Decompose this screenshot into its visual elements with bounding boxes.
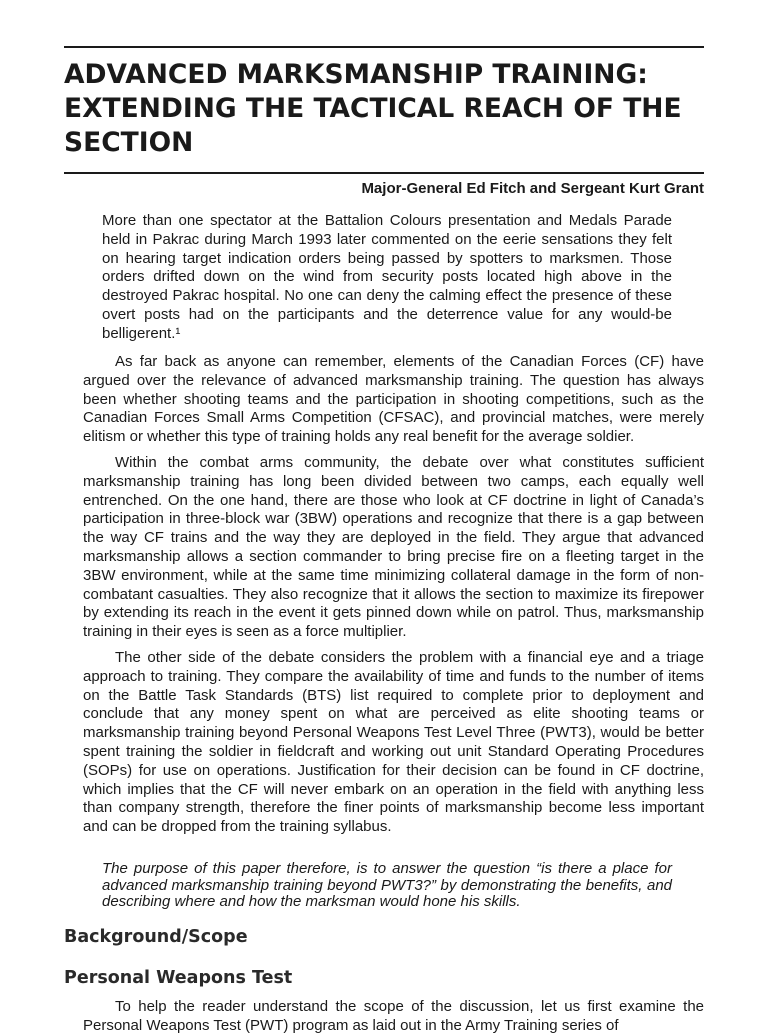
body-paragraph-pwt: To help the reader understand the scope of the discussion, let us first examine the Personal Weapons Test (PWT) program as laid out in the Army Training series of [83,998,704,1034]
body-paragraph: The other side of the debate considers the problem with a financial eye and a triage approach to training. They compare the availability of time and funds to the number of items on the Battle Task Standards (BTS) list required to complete prior to deployment and conclude that any money spent on what are perceived as elite shooting teams or marksmanship training beyond Personal Weapons Test Level Three (PWT3), would be better spent training the soldier in fieldcraft and working out unit Standard Operating Procedures (SOPs) for use on operations. Justification for their decision can be found in CF doctrine, which implies that the CF will never embark on an operation in the field with anything less than company strength, therefore the finer points of marksmanship become less important and can be dropped from the training syllabus. [83,648,704,836]
article-title: ADVANCED MARKSMANSHIP TRAINING: EXTENDING THE TACTICAL REACH OF THE SECTION [64,59,682,158]
section-heading-pwt: Personal Weapons Test [64,968,293,988]
top-rule [64,46,704,48]
body-paragraph: Within the combat arms community, the debate over what constitutes sufficient marksmanship training has long been divided between two camps, each equally well entrenched. On the one hand, there are those who look at CF doctrine in light of Canada’s participation in three-block war (3BW) operations and recognize that there is a gap between the way CF trains and the way they are deployed in the field. They argue that advanced marksmanship allows a section commander to bring precise fire on a fleeting target in the 3BW environment, while at the same time minimizing collateral damage in the form of non-combatant casualties. They also recognize that it allows the section to maximize its firepower by extending its reach in the event it gets pinned down while on patrol. Thus, marksmanship training in their eyes is seen as a force multiplier. [83,453,704,641]
purpose-statement: The purpose of this paper therefore, is to answer the question “is there a place for advanced marksmanship training beyond PWT3?” by demonstrating the benefits, and describing where and how the marksman would hone his skills. [102,860,672,910]
section-heading-background: Background/Scope [64,927,248,947]
article-authors: Major-General Ed Fitch and Sergeant Kurt Grant [361,180,704,197]
title-rule [64,172,704,174]
article-body [83,353,704,844]
epigraph-quote: More than one spectator at the Battalion Colours presentation and Medals Parade held in Pakrac during March 1993 later commented on the eerie sensations they felt on hearing target indication orders being passed by spotters to marksmen. Those orders drifted down on the wind from security posts located high above in the destroyed Pakrac hospital. No one can deny the calming effect the presence of these overt posts had on the participants and the deterrence value for any would-be belligerent.¹ [102,212,672,342]
body-paragraph: As far back as anyone can remember, elements of the Canadian Forces (CF) have argued over the relevance of advanced marksmanship training. The question has always been whether shooting teams and the participation in shooting competitions, such as the Canadian Forces Small Arms Competition (CFSAC), and provincial matches, were merely elitism or whether this type of training holds any real benefit for the average soldier. [83,353,704,446]
